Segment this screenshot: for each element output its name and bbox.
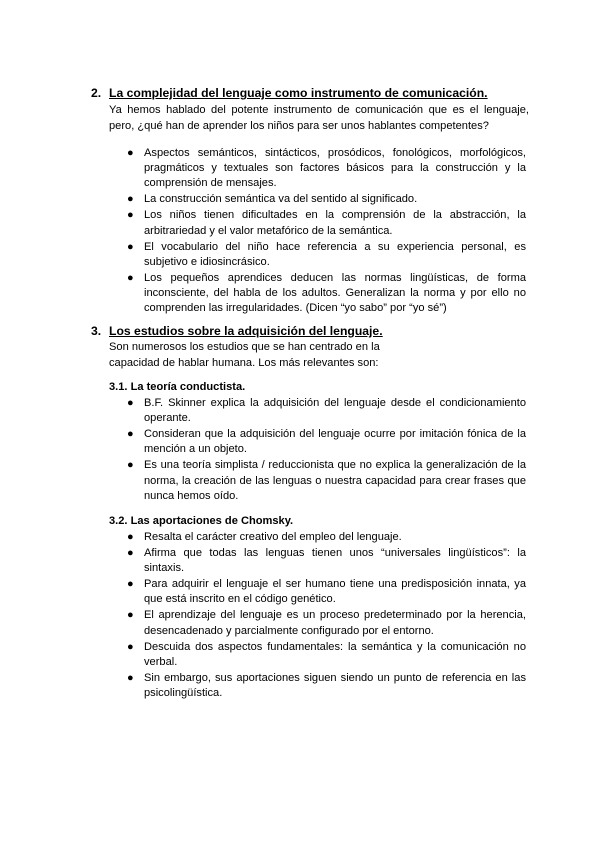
bullet-icon: ● (127, 578, 134, 591)
list-item (0, 271, 526, 317)
bullet-icon: ● (127, 671, 134, 684)
bullet-icon: ● (127, 209, 134, 222)
bullet-icon: ● (127, 428, 134, 441)
list-item-text: La construcción semántica va del sentido al significado. (144, 193, 418, 206)
list-item (0, 146, 526, 192)
list-item (0, 530, 526, 545)
list-item-text: El aprendizaje del lenguaje es un proceso predeterminado por la herencia, desencadenado y parcialmente configurado por el entorno. (144, 609, 526, 637)
list-item-text: Sin embargo, sus aportaciones siguen siendo un punto de referencia en las psicolingüística. (144, 671, 526, 700)
bullet-icon: ● (127, 609, 134, 622)
bullet-icon: ● (127, 193, 134, 206)
list-item-text: Los pequeños aprendices deducen las normas lingüísticas, de forma inconsciente, del habla de los adultos. Generalizan la norma y por ello no comprenden las irregularidades. (Dicen “yo sabo” por “yo sé”) (144, 271, 526, 315)
section-2-bullet-list (0, 146, 600, 317)
section-3-heading (91, 324, 383, 338)
subsection-3-1-bullet-list (0, 396, 600, 505)
list-item (0, 546, 526, 576)
bullet-icon: ● (127, 271, 134, 284)
list-item-text: El vocabulario del niño hace referencia a su experiencia personal, es subjetivo e idiosincrásico. (144, 240, 526, 268)
bullet-icon: ● (127, 147, 134, 159)
list-item-text: B.F. Skinner explica la adquisición del lenguaje desde el condicionamiento operante. (144, 397, 526, 425)
section-2-intro: Ya hemos hablado del potente instrumento de comunicación que es el lenguaje, pero, ¿qué han de aprender los niños para ser unos hablantes competentes? (109, 104, 529, 132)
bullet-icon: ● (127, 547, 134, 559)
bullet-icon: ● (127, 397, 134, 409)
list-item-text: Para adquirir el lenguaje el ser humano tiene una predisposición innata, ya que está inscrito en el código genético. (144, 578, 526, 606)
list-item (0, 640, 526, 670)
list-item (0, 192, 526, 207)
list-item (0, 396, 526, 426)
subsection-3-2-title: 3.2. Las aportaciones de Chomsky. (109, 515, 294, 527)
list-item (0, 458, 526, 504)
bullet-icon: ● (127, 640, 134, 653)
subsection-3-2-bullet-list (0, 530, 600, 702)
list-item (0, 577, 526, 607)
section-3-number: 3. (91, 324, 102, 338)
list-item (0, 671, 526, 701)
bullet-icon: ● (127, 459, 134, 472)
section-3-intro: Son numerosos los estudios que se han centrado en la capacidad de hablar humana. Los más relevantes son: (109, 341, 380, 369)
list-item-text: Es una teoría simplista / reduccionista que no explica la generalización de la norma, la creación de las lenguas o nuestra capacidad para crear frases que nunca hemos oído. (144, 459, 526, 502)
section-2-title: La complejidad del lenguaje como instrumento de comunicación. (109, 86, 488, 100)
bullet-icon: ● (127, 531, 134, 543)
list-item (0, 608, 526, 638)
list-item-text: Aspectos semánticos, sintácticos, prosódicos, fonológicos, morfológicos, pragmáticos y textuales son factores básicos para la construcción y la comprensión de mensajes. (144, 147, 526, 190)
list-item-text: Afirma que todas las lenguas tienen unos “universales lingüísticos”: la sintaxis. (144, 547, 526, 575)
section-3-title: Los estudios sobre la adquisición del lenguaje. (109, 324, 383, 338)
section-2-number: 2. (91, 86, 102, 100)
list-item-text: Descuida dos aspectos fundamentales: la semántica y la comunicación no verbal. (144, 640, 526, 668)
list-item (0, 208, 526, 238)
section-2-heading (91, 86, 488, 100)
bullet-icon: ● (127, 240, 134, 253)
list-item-text: Consideran que la adquisición del lenguaje ocurre por imitación fónica de la mención a un objeto. (144, 428, 526, 456)
list-item-text: Resalta el carácter creativo del empleo del lenguaje. (144, 531, 402, 543)
subsection-3-1-title: 3.1. La teoría conductista. (109, 381, 246, 393)
list-item-text: Los niños tienen dificultades en la comprensión de la abstracción, la arbitrariedad y el valor metafórico de la semántica. (144, 209, 526, 237)
list-item (0, 427, 526, 457)
list-item (0, 240, 526, 270)
